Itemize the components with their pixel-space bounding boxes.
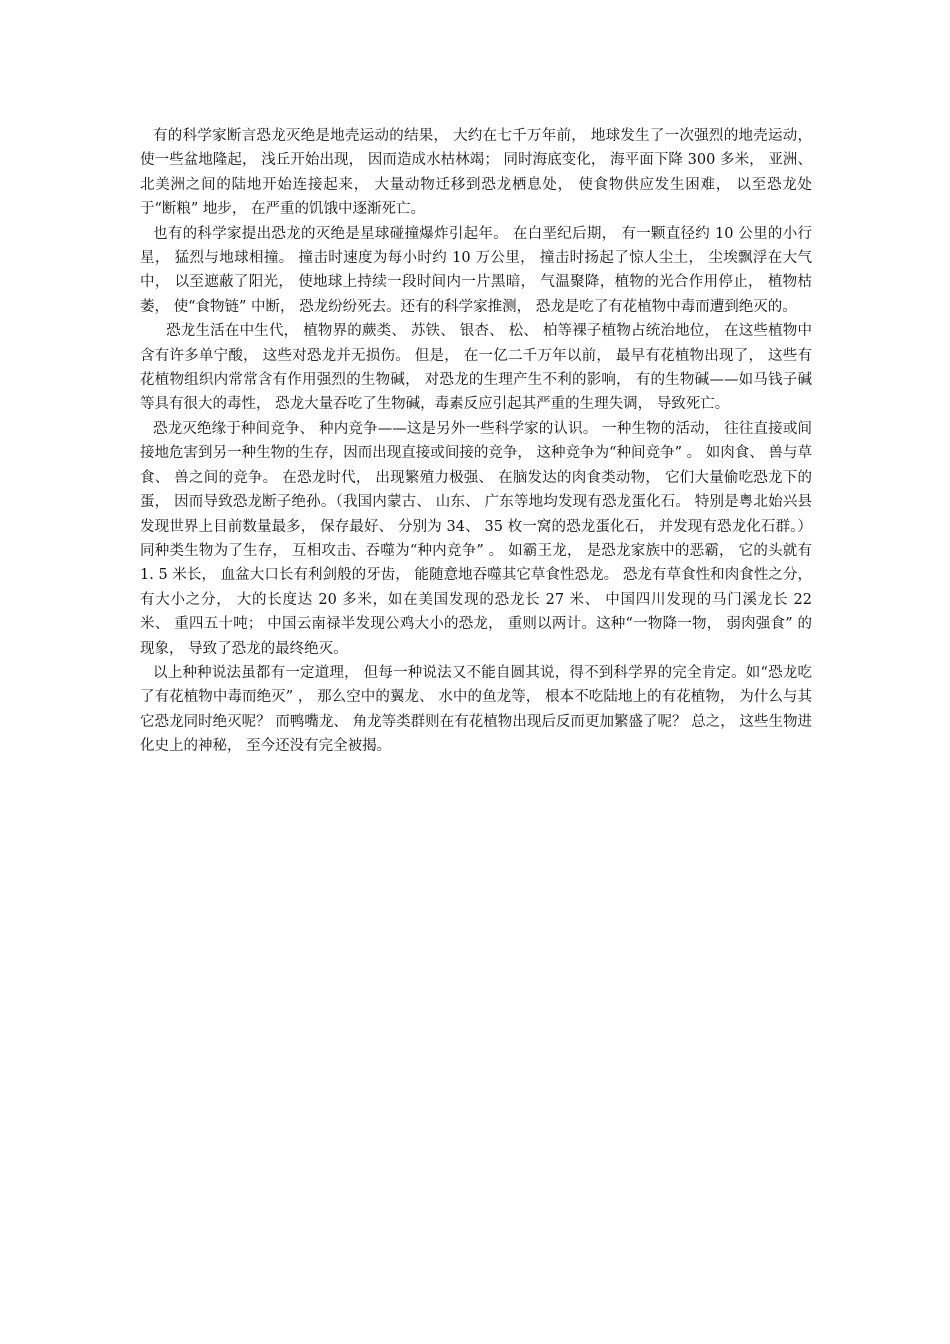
paragraph-competition: 恐龙灭绝缘于种间竞争、 种内竞争——这是另外一些科学家的认识。 一种生物的活动， 往往直接或间接地危害到另一种生物的生存，因而出现直接或间接的竞争， 这种竞争为“种间竞争” 。 如肉食、 兽与草食、 兽之间的竞争。 在恐龙时代， 出现繁殖力极强、 在脑发达的肉食类动物， 它们大量偷吃恐龙下的蛋， 因而导致恐龙断子绝孙。（我国内蒙古、 山东、 广东等地均发现有恐龙蛋化石。 特别是粤北始兴县发现世界上目前数量最多， 保存最好、 分别为 34、 35 枚一窝的恐龙蛋化石， 并发现有恐龙化石群。） 同种类生物为了生存， 互相攻击、吞噬为“种内竞争” 。 如霸王龙， 是恐龙家族中的恶霸， 它的头就有 1. 5 米长， 血盆大口长有利剑般的牙齿， 能随意地吞噬其它草食性恐龙。 恐龙有草食性和肉食性之分，有大小之分， 大的长度达 20 多米，如在美国发现的恐龙长 27 米、 中国四川发现的马门溪龙长 22 米、 重四五十吨； 中国云南禄半发现公鸡大小的恐龙， 重则以两计。这种“一物降一物， 弱肉强食” 的现象， 导致了恐龙的最终绝灭。 [140, 420, 812, 657]
paragraph-crust-movement: 有的科学家断言恐龙灭绝是地壳运动的结果， 大约在七千万年前， 地球发生了一次强烈的地壳运动， 使一些盆地隆起， 浅丘开始出现， 因而造成水枯林竭； 同时海底变化， 海平面下降 300 多米， 亚洲、北美洲之间的陆地开始连接起来， 大量动物迁移到恐龙栖息处， 使食物供应发生困难， 以至恐龙处于“断粮” 地步， 在严重的饥饿中逐渐死亡。 [140, 128, 812, 218]
paragraph-conclusion: 以上种种说法虽都有一定道理， 但每一种说法又不能自圆其说，得不到科学界的完全肯定。如“恐龙吃了有花植物中毒而绝灭” ， 那么空中的翼龙、 水中的鱼龙等， 根本不吃陆地上的有花植物， 为什么与其它恐龙同时绝灭呢？ 而鸭嘴龙、 角龙等类群则在有花植物出现后反而更加繁盛了呢？ 总之， 这些生物进化史上的神秘， 至今还没有完全被揭。 [140, 664, 812, 755]
paragraph-flowering-plants: 恐龙生活在中生代， 植物界的蕨类、 苏铁、 银杏、 松、 柏等裸子植物占统治地位， 在这些植物中含有许多单宁酸， 这些对恐龙并无损伤。 但是， 在一亿二千万年以前， 最早有花植物出现了， 这些有花植物组织内常常含有作用强烈的生物碱， 对恐龙的生理产生不利的影响， 有的生物碱——如马钱子碱等具有很大的毒性， 恐龙大量吞吃了生物碱，毒素反应引起其严重的生理失调， 导致死亡。 [140, 323, 812, 413]
document-body [140, 124, 812, 759]
paragraph-asteroid-impact: 也有的科学家提出恐龙的灭绝是星球碰撞爆炸引起年。 在白垩纪后期， 有一颗直径约 10 公里的小行星， 猛烈与地球相撞。 撞击时速度为每小时约 10 万公里， 撞击时扬起了惊人尘土， 尘埃飘浮在大气中， 以至遮蔽了阳光， 使地球上持续一段时间内一片黑暗， 气温聚降，植物的光合作用停止， 植物枯萎， 使“食物链” 中断， 恐龙纷纷死去。还有的科学家推测， 恐龙是吃了有花植物中毒而遭到绝灭的。 [140, 225, 812, 315]
